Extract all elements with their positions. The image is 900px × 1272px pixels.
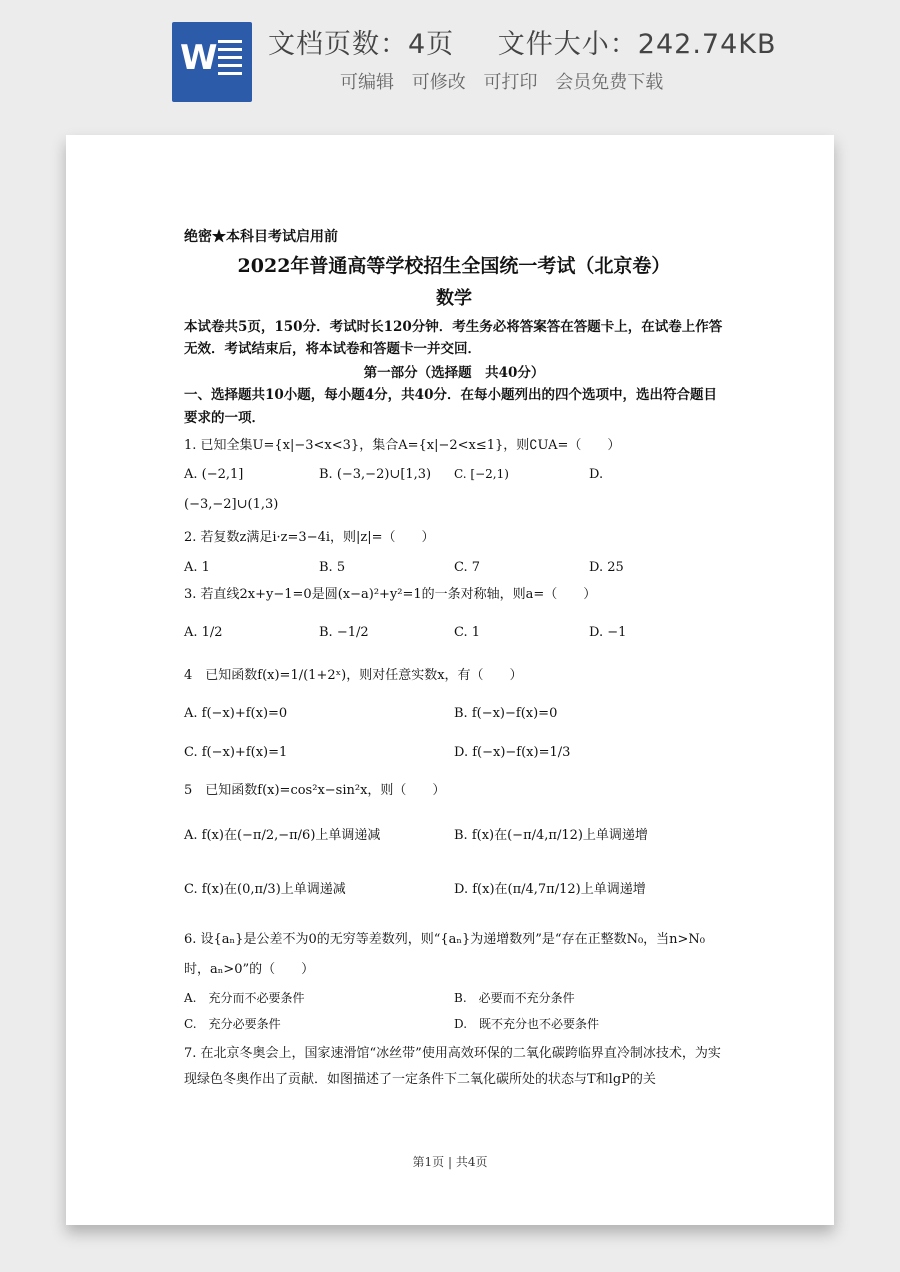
exam-subject: 数学 <box>436 287 472 309</box>
page-footer: 第1页 | 共4页 <box>412 1155 488 1169</box>
option-d: D. f(−x)−f(x)=1/3 <box>454 745 571 760</box>
option-a: A. f(x)在(−π/2,−π/6)上单调递减 <box>184 828 381 843</box>
question-2: 2. 若复数z满足i·z=3−4i，则|z|=（ ） <box>184 530 435 545</box>
option-b: B. f(−x)−f(x)=0 <box>454 705 558 721</box>
option-b: B. f(x)在(−π/4,π/12)上单调递增 <box>454 828 648 843</box>
option-a: A. (−2,1] <box>184 467 244 482</box>
page-content <box>184 227 724 1093</box>
exam-intro: 本试卷共5页，150分．考试时长120分钟．考生务必将答案答在答题卡上，在试卷上作答无效．考试结束后，将本试卷和答题卡一并交回． <box>184 318 723 358</box>
file-size: 文件大小：242.74KB <box>497 29 777 60</box>
option-a: A. f(−x)+f(x)=0 <box>184 705 288 721</box>
option-b: B. (−3,−2)∪[1,3) <box>319 467 432 482</box>
question-4: 4 已知函数f(x)=1/(1+2ˣ)，则对任意实数x，有（ ） <box>184 668 523 683</box>
doc-features <box>340 68 675 94</box>
option-d-value: (−3,−2]∪(1,3) <box>184 496 279 512</box>
option-c: C. 1 <box>454 624 481 640</box>
feature-printable: 可打印 <box>483 72 538 93</box>
section-heading: 一、选择题共10小题，每小题4分，共40分．在每小题列出的四个选项中，选出符合题目要求的一项． <box>184 386 717 426</box>
feature-modifiable: 可修改 <box>411 72 466 93</box>
option-c: C. 充分必要条件 <box>184 1016 281 1031</box>
feature-editable: 可编辑 <box>340 72 394 93</box>
option-d: D. 既不充分也不必要条件 <box>454 1016 600 1031</box>
document-page <box>66 135 834 1225</box>
question-3-options <box>184 623 724 643</box>
option-c: C. f(x)在(0,π/3)上单调递减 <box>184 881 346 897</box>
question-2-options <box>184 558 724 578</box>
doc-meta <box>268 22 810 61</box>
option-b: B. 必要而不充分条件 <box>454 990 575 1005</box>
option-d: D. 25 <box>589 559 624 575</box>
option-a: A. 1/2 <box>184 624 223 640</box>
question-5-options-row1 <box>184 826 724 846</box>
question-6-options-row2 <box>184 1015 724 1033</box>
question-4-options-row1 <box>184 704 724 724</box>
option-a: A. 1 <box>184 559 210 575</box>
page-count: 文档页数：4页 <box>268 29 455 60</box>
question-6: 6. 设{aₙ}是公差不为0的无穷等差数列，则“{aₙ}为递增数列”是“存在正整数N₀，当n>N₀时，aₙ>0”的（ ） <box>184 932 706 977</box>
feature-member-download: 会员免费下载 <box>555 72 664 93</box>
option-c: C. 7 <box>454 559 481 575</box>
option-c: C. f(−x)+f(x)=1 <box>184 745 288 760</box>
question-1: 1. 已知全集U={x|−3<x<3}，集合A={x|−2<x≤1}，则∁UA=（ ） <box>184 437 621 453</box>
option-d: D. f(x)在(π/4,7π/12)上单调递增 <box>454 881 646 897</box>
download-banner <box>0 0 900 120</box>
question-5: 5 已知函数f(x)=cos²x−sin²x，则（ ） <box>184 782 446 798</box>
option-b: B. 5 <box>319 559 346 575</box>
option-c: C. [−2,1) <box>454 467 509 481</box>
option-b: B. −1/2 <box>319 624 369 640</box>
question-1-options <box>184 465 724 485</box>
secret-notice: 绝密★本科目考试启用前 <box>184 229 338 245</box>
word-icon: W <box>172 22 252 102</box>
option-a: A. 充分而不必要条件 <box>184 990 305 1005</box>
question-3: 3. 若直线2x+y−1=0是圆(x−a)²+y²=1的一条对称轴，则a=（ ） <box>184 587 597 602</box>
exam-title: 2022年普通高等学校招生全国统一考试（北京卷） <box>237 255 671 277</box>
question-7: 7. 在北京冬奥会上，国家速滑馆“冰丝带”使用高效环保的二氧化碳跨临界直冷制冰技术，为实现绿色冬奥作出了贡献．如图描述了一定条件下二氧化碳所处的状态与T和lgP的关 <box>184 1045 721 1087</box>
question-6-options-row1 <box>184 989 724 1007</box>
question-5-options-row2 <box>184 880 724 900</box>
question-4-options-row2 <box>184 743 724 763</box>
part-heading: 第一部分（选择题 共40分） <box>363 365 545 382</box>
option-d: D. −1 <box>589 624 627 640</box>
option-d: D. <box>589 467 604 482</box>
